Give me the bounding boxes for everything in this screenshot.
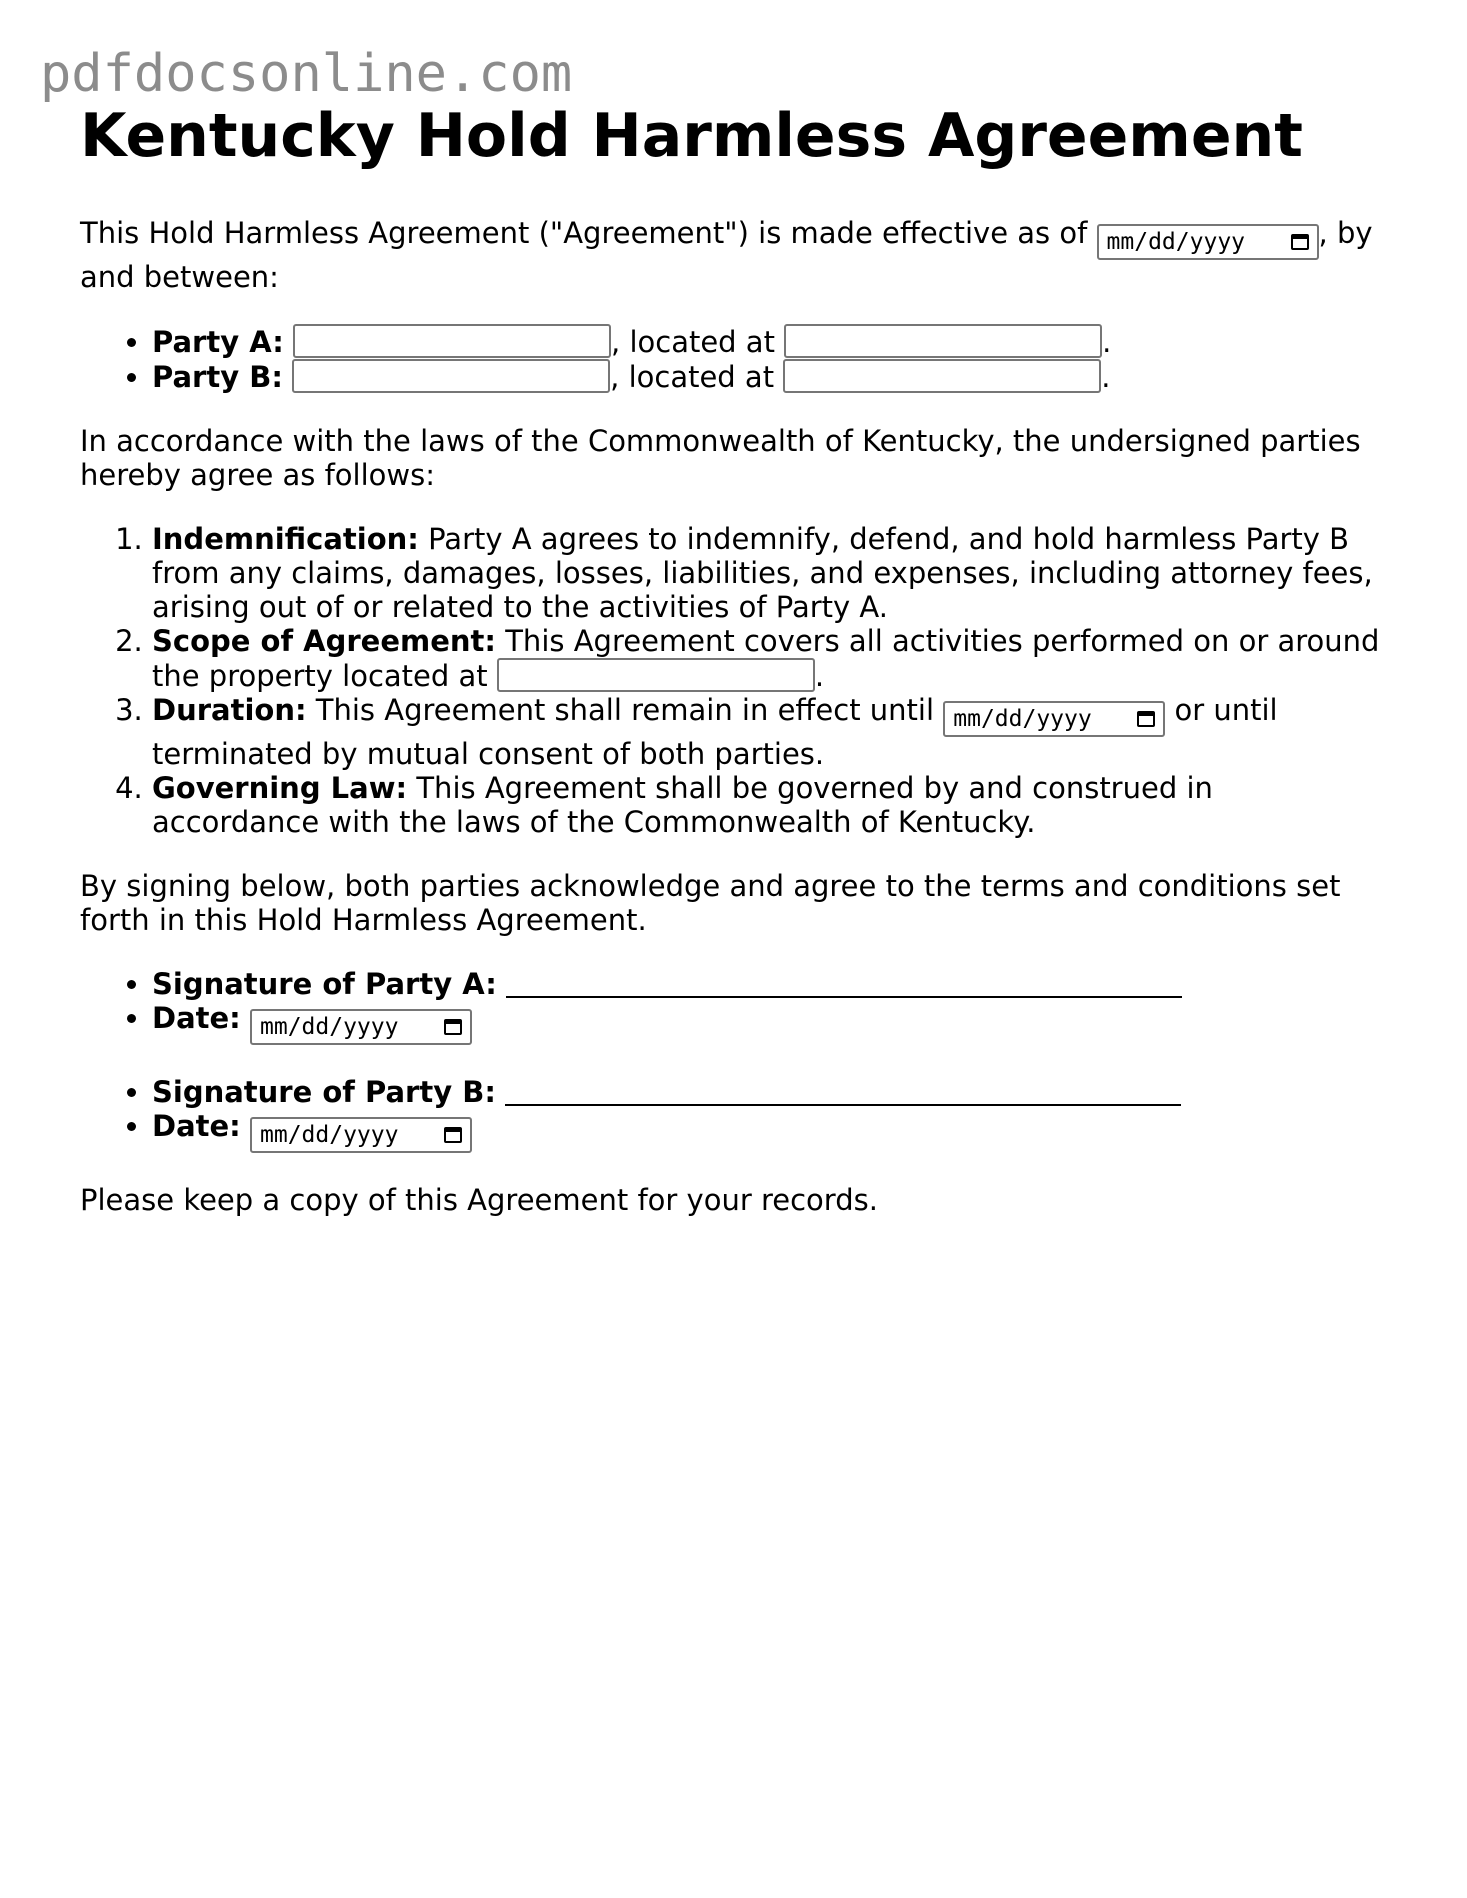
calendar-icon[interactable] xyxy=(1291,234,1309,250)
located-text: , located at xyxy=(611,325,785,359)
party-a-address-input[interactable] xyxy=(784,324,1102,358)
duration-date-input[interactable] xyxy=(943,701,1165,737)
date-a-item xyxy=(152,1001,1380,1045)
date-placeholder: mm/dd/yyyy xyxy=(953,706,1092,732)
period: . xyxy=(1102,325,1112,359)
watermark: pdfdocsonline.com xyxy=(40,44,573,104)
effective-date-input[interactable] xyxy=(1097,224,1319,260)
party-b-address-input[interactable] xyxy=(783,359,1101,393)
footer-note: Please keep a copy of this Agreement for your records. xyxy=(80,1183,878,1217)
period: . xyxy=(1101,360,1111,394)
term-text: This Agreement shall be governed by and construed in accordance with the laws of the Commonwealth of Kentucky. xyxy=(152,771,1213,839)
signature-b-date-input[interactable] xyxy=(250,1117,472,1153)
term-heading: Indemnification: xyxy=(152,522,419,556)
period: . xyxy=(814,659,825,693)
signature-b-line[interactable] xyxy=(505,1076,1181,1106)
date-placeholder: mm/dd/yyyy xyxy=(260,1122,399,1148)
party-b-item xyxy=(152,359,1380,394)
date-a-label: Date: xyxy=(152,1001,241,1035)
page-title: Kentucky Hold Harmless Agreement xyxy=(80,101,1303,171)
party-a-item xyxy=(152,324,1380,359)
signature-a-label: Signature of Party A: xyxy=(152,967,497,1001)
date-placeholder: mm/dd/yyyy xyxy=(260,1014,399,1040)
signature-a-line[interactable] xyxy=(506,968,1182,998)
intro-text: This Hold Harmless Agreement ("Agreement") is made effective as of xyxy=(80,216,1097,250)
term-governing-law xyxy=(152,771,1380,839)
signature-b-label: Signature of Party B: xyxy=(152,1075,496,1109)
term-scope xyxy=(152,624,1380,693)
term-heading: Scope of Agreement: xyxy=(152,624,496,658)
term-text: This Agreement shall remain in effect until xyxy=(306,693,944,727)
signature-a-date-input[interactable] xyxy=(250,1009,472,1045)
signature-a-item xyxy=(152,967,1380,1001)
signature-block-b xyxy=(80,1075,1380,1153)
term-indemnification xyxy=(152,522,1380,624)
accordance-paragraph: In accordance with the laws of the Commonwealth of Kentucky, the undersigned parties hereby agree as follows: xyxy=(80,424,1361,492)
calendar-icon[interactable] xyxy=(444,1019,462,1035)
date-b-label: Date: xyxy=(152,1109,241,1143)
party-a-label: Party A: xyxy=(152,325,284,359)
signature-b-item xyxy=(152,1075,1380,1109)
term-duration xyxy=(152,693,1380,771)
term-text-end: or until terminated by mutual consent of both parties. xyxy=(152,693,1278,771)
date-b-item xyxy=(152,1109,1380,1153)
calendar-icon[interactable] xyxy=(1137,711,1155,727)
property-address-input[interactable] xyxy=(497,658,815,692)
term-text: This Agreement covers all activities performed on or around the property located at xyxy=(152,624,1380,693)
parties-list xyxy=(80,324,1380,394)
date-placeholder: mm/dd/yyyy xyxy=(1106,229,1246,255)
document xyxy=(80,96,1380,1217)
intro-paragraph xyxy=(80,216,1380,294)
located-text: , located at xyxy=(610,360,784,394)
term-heading: Governing Law: xyxy=(152,771,408,805)
signing-paragraph: By signing below, both parties acknowledge and agree to the terms and conditions set forth in this Hold Harmless Agreement. xyxy=(80,869,1341,937)
term-text: Party A agrees to indemnify, defend, and hold harmless Party B from any claims, damages, losses, liabilities, and expenses, including attorney fees, arising out of or related to the activities of Party A. xyxy=(152,522,1373,624)
term-heading: Duration: xyxy=(152,693,307,727)
party-a-name-input[interactable] xyxy=(293,324,611,358)
party-b-name-input[interactable] xyxy=(292,359,610,393)
calendar-icon[interactable] xyxy=(444,1127,462,1143)
terms-list xyxy=(80,522,1380,839)
party-b-label: Party B: xyxy=(152,360,283,394)
signature-block-a xyxy=(80,967,1380,1045)
intro-text-end: , by and between: xyxy=(80,216,1373,294)
